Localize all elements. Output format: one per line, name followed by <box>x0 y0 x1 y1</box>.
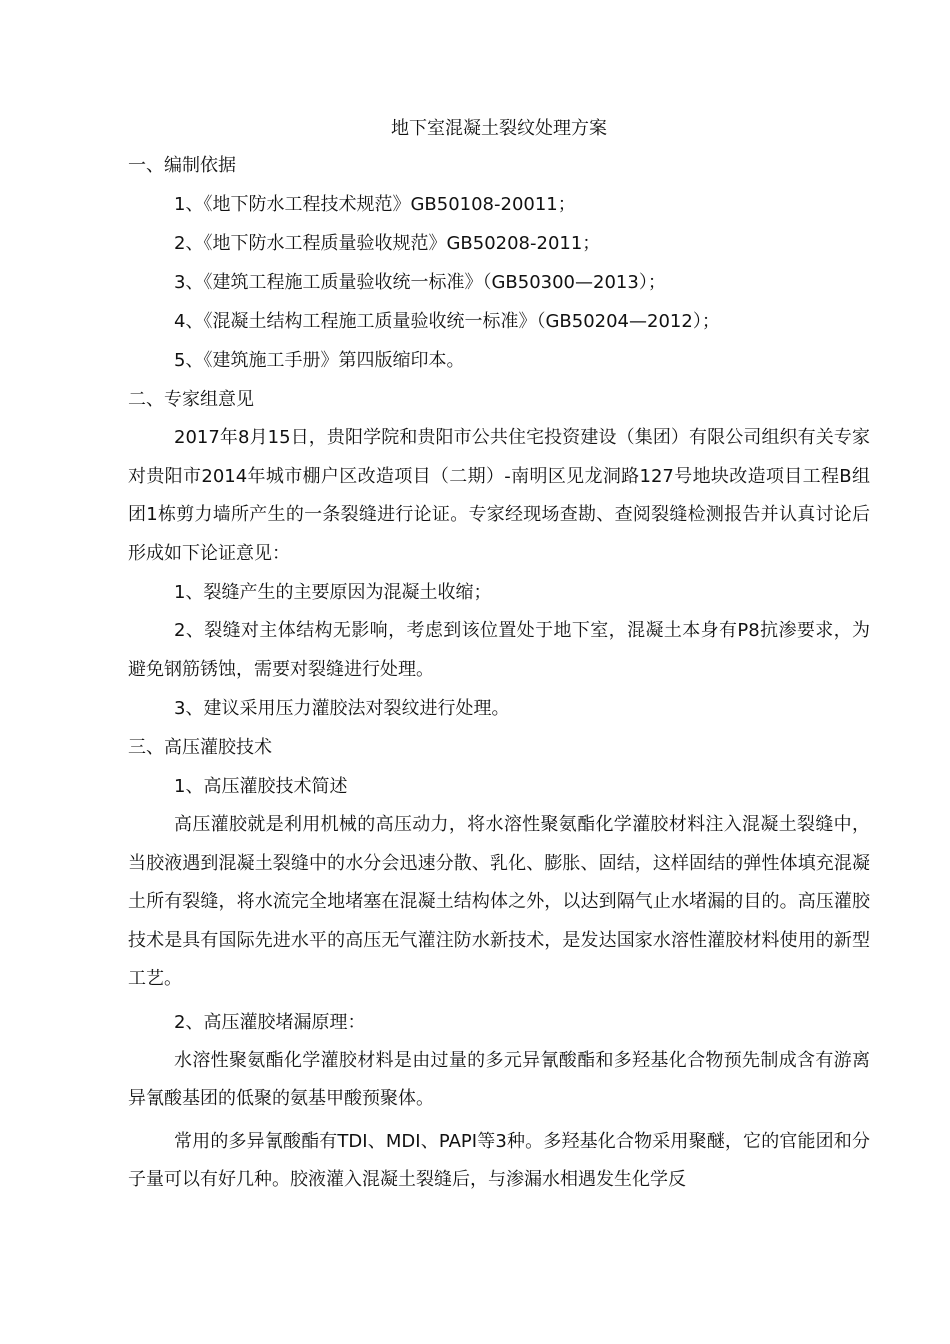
basis-item: 4、《混凝土结构工程施工质量验收统一标准》（GB50204—2012）； <box>174 311 720 332</box>
principle-paragraph: 水溶性聚氨酯化学灌胶材料是由过量的多元异氰酸酯和多羟基化合物预先制成含有游离异氰酸基团的低聚的氨基甲酸预聚体。 <box>128 1049 870 1109</box>
subsection-heading-principle: 2、高压灌胶堵漏原理： <box>174 1011 366 1033</box>
basis-item: 5、《建筑施工手册》第四版缩印本。 <box>174 350 465 371</box>
subsection-heading-overview: 1、高压灌胶技术简述 <box>174 776 348 797</box>
expert-intro-paragraph: 2017年8月15日，贵阳学院和贵阳市公共住宅投资建设（集团）有限公司组织有关专家对贵阳市2014年城市棚户区改造项目（二期）-南明区见龙洞路127号地块改造项目工程B组团1栋剪力墙所产生的一条裂缝进行论证。专家经现场查勘、查阅裂缝检测报告并认真讨论后形成如下论证意见： <box>128 427 870 564</box>
basis-item: 2、《地下防水工程质量验收规范》GB50208-2011； <box>174 233 601 254</box>
section-heading-basis: 一、编制依据 <box>128 155 236 176</box>
basis-item: 3、《建筑工程施工质量验收统一标准》（GB50300—2013）； <box>174 272 666 293</box>
section-heading-grouting: 三、高压灌胶技术 <box>128 737 272 758</box>
document-page <box>128 112 870 1200</box>
expert-opinion-item: 1、裂缝产生的主要原因为混凝土收缩； <box>174 582 492 603</box>
expert-opinion-item: 2、裂缝对主体结构无影响，考虑到该位置处于地下室，混凝土本身有P8抗渗要求，为避免钢筋锈蚀，需要对裂缝进行处理。 <box>128 620 870 680</box>
overview-paragraph: 高压灌胶就是利用机械的高压动力，将水溶性聚氨酯化学灌胶材料注入混凝土裂缝中，当胶液遇到混凝土裂缝中的水分会迅速分散、乳化、膨胀、固结，这样固结的弹性体填充混凝土所有裂缝，将水流完全地堵塞在混凝土结构体之外，以达到隔气止水堵漏的目的。高压灌胶技术是具有国际先进水平的高压无气灌注防水新技术，是发达国家水溶性灌胶材料使用的新型工艺。 <box>128 814 870 989</box>
document-title: 地下室混凝土裂纹处理方案 <box>391 118 607 139</box>
section-heading-expert-opinion: 二、专家组意见 <box>128 389 254 410</box>
principle-paragraph: 常用的多异氰酸酯有TDI、MDI、PAPI等3种。多羟基化合物采用聚醚，它的官能团和分子量可以有好几种。胶液灌入混凝土裂缝后，与渗漏水相遇发生化学反 <box>128 1130 870 1190</box>
expert-opinion-item: 3、建议采用压力灌胶法对裂纹进行处理。 <box>174 698 510 719</box>
basis-item: 1、《地下防水工程技术规范》GB50108-20011； <box>174 194 576 215</box>
